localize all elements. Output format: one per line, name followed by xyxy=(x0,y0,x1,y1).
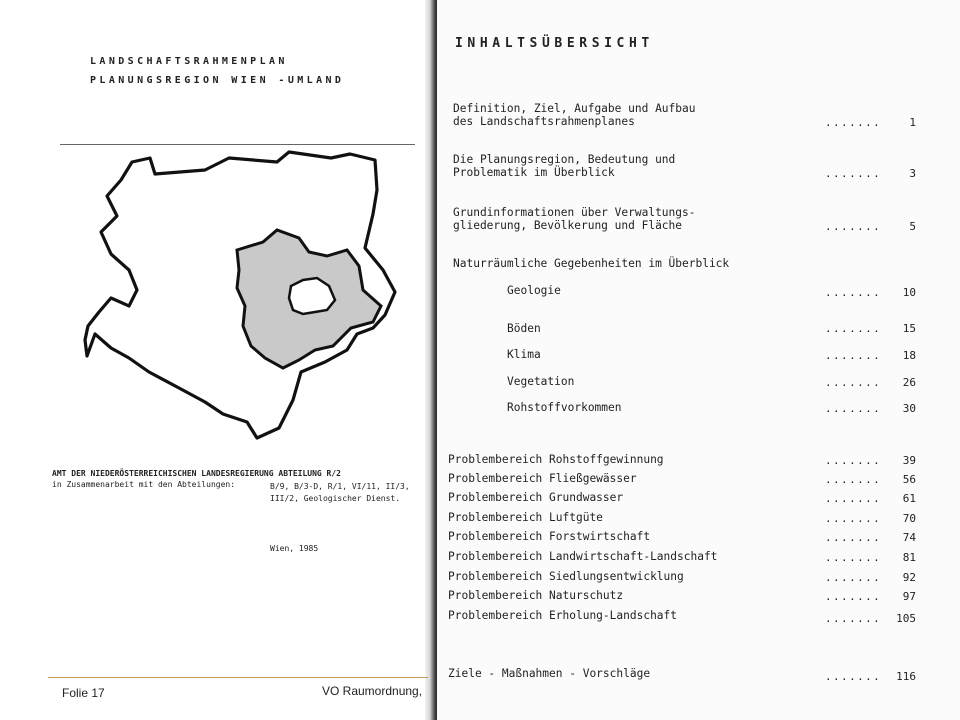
toc-entry-title: Problembereich Forstwirtschaft xyxy=(448,530,651,543)
toc-entry xyxy=(437,491,960,505)
toc-entry-page: 5 xyxy=(909,220,916,233)
toc-entry-title: Problembereich Grundwasser xyxy=(448,491,624,504)
page-gutter xyxy=(425,0,437,720)
toc-entry xyxy=(437,102,960,129)
toc-entry xyxy=(437,206,960,233)
cover-title-line-2: PLANUNGSREGION WIEN -UMLAND xyxy=(90,75,345,86)
toc-entry-title: Definition, Ziel, Aufgabe und Aufbau des Landschaftsrahmenplanes xyxy=(453,102,696,128)
toc-entry xyxy=(437,401,960,415)
toc-dot-leader: ....... xyxy=(825,167,882,180)
toc-dot-leader: ....... xyxy=(825,531,882,544)
toc-section-heading xyxy=(437,257,960,270)
toc-entry-title: Ziele - Maßnahmen - Vorschläge xyxy=(448,667,651,680)
toc-entry-title: Klima xyxy=(507,348,541,361)
toc-entry-title: Problembereich Rohstoffgewinnung xyxy=(448,453,664,466)
toc-entry xyxy=(437,472,960,486)
place-year: Wien, 1985 xyxy=(270,544,319,553)
toc-dot-leader: ....... xyxy=(825,322,882,335)
toc-entry-page: 10 xyxy=(902,286,916,299)
toc-dot-leader: ....... xyxy=(825,349,882,362)
cover-divider xyxy=(60,144,415,145)
toc-dot-leader: ....... xyxy=(825,571,882,584)
toc-entry-page: 18 xyxy=(902,349,916,362)
toc-dot-leader: ....... xyxy=(825,286,882,299)
toc-entry xyxy=(437,153,960,180)
toc-entry-title: Rohstoffvorkommen xyxy=(507,401,622,414)
authority-name: AMT DER NIEDERÖSTERREICHISCHEN LANDESREGIERUNG ABTEILUNG R/2 xyxy=(52,469,341,478)
cover-title-line-1: LANDSCHAFTSRAHMENPLAN xyxy=(90,56,288,67)
toc-entry xyxy=(437,322,960,335)
toc-heading: INHALTSÜBERSICHT xyxy=(455,36,654,51)
region-map xyxy=(55,150,415,450)
toc-entry xyxy=(437,284,960,299)
toc-entry-title: Problembereich Landwirtschaft-Landschaft xyxy=(448,550,718,563)
toc-dot-leader: ....... xyxy=(825,492,882,505)
toc-entry xyxy=(437,550,960,564)
toc-entry-page: 26 xyxy=(902,376,916,389)
toc-entry-page: 56 xyxy=(902,473,916,486)
toc-dot-leader: ....... xyxy=(825,512,882,525)
collaboration-label: in Zusammenarbeit mit den Abteilungen: xyxy=(52,480,236,489)
footer-divider xyxy=(48,677,428,678)
toc-entry-title: Problembereich Naturschutz xyxy=(448,589,624,602)
toc-entry-page: 3 xyxy=(909,167,916,180)
toc-entry-page: 81 xyxy=(902,551,916,564)
toc-entry-title: Naturräumliche Gegebenheiten im Überblick xyxy=(453,257,730,270)
toc-entry-page: 30 xyxy=(902,402,916,415)
toc-entry xyxy=(437,530,960,544)
departments-list: B/9, B/3-D, R/1, VI/11, II/3, III/2, Geologischer Dienst. xyxy=(270,482,410,504)
toc-entry-title: Geologie xyxy=(507,284,561,297)
toc-entry-page: 61 xyxy=(902,492,916,505)
toc-dot-leader: ....... xyxy=(825,116,882,129)
toc-entry xyxy=(437,453,960,467)
toc-page xyxy=(437,0,960,720)
toc-entry xyxy=(437,348,960,362)
toc-entry-title: Böden xyxy=(507,322,541,335)
cover-title xyxy=(90,52,390,90)
toc-entry-title: Problembereich Siedlungsentwicklung xyxy=(448,570,684,583)
toc-entry-page: 97 xyxy=(902,590,916,603)
toc-dot-leader: ....... xyxy=(825,376,882,389)
toc-entry xyxy=(437,609,960,625)
toc-entry-page: 74 xyxy=(902,531,916,544)
toc-entry-page: 105 xyxy=(896,612,916,625)
toc-entry-title: Grundinformationen über Verwaltungs- gliederung, Bevölkerung und Fläche xyxy=(453,206,696,232)
toc-entry-title: Die Planungsregion, Bedeutung und Problematik im Überblick xyxy=(453,153,676,179)
toc-entry-title: Problembereich Luftgüte xyxy=(448,511,603,524)
toc-entry-title: Problembereich Erholung-Landschaft xyxy=(448,609,678,622)
toc-dot-leader: ....... xyxy=(825,551,882,564)
toc-dot-leader: ....... xyxy=(825,670,882,683)
toc-entry xyxy=(437,570,960,584)
toc-entry-page: 1 xyxy=(909,116,916,129)
toc-dot-leader: ....... xyxy=(825,402,882,415)
toc-dot-leader: ....... xyxy=(825,612,882,625)
toc-entry-page: 70 xyxy=(902,512,916,525)
toc-entry-page: 39 xyxy=(902,454,916,467)
toc-dot-leader: ....... xyxy=(825,473,882,486)
toc-entry-title: Vegetation xyxy=(507,375,575,388)
course-title: VO Raumordnung, xyxy=(322,684,423,698)
cover-page xyxy=(0,0,425,720)
toc-dot-leader: ....... xyxy=(825,454,882,467)
toc-entry xyxy=(437,511,960,525)
toc-entry-page: 116 xyxy=(896,670,916,683)
toc-entry xyxy=(437,589,960,603)
toc-entry-title: Problembereich Fließgewässer xyxy=(448,472,637,485)
toc-entry-page: 92 xyxy=(902,571,916,584)
slide-number: Folie 17 xyxy=(62,686,105,700)
toc-dot-leader: ....... xyxy=(825,590,882,603)
toc-dot-leader: ....... xyxy=(825,220,882,233)
toc-entry-page: 15 xyxy=(902,322,916,335)
toc-entry xyxy=(437,375,960,389)
toc-entry xyxy=(437,667,960,683)
